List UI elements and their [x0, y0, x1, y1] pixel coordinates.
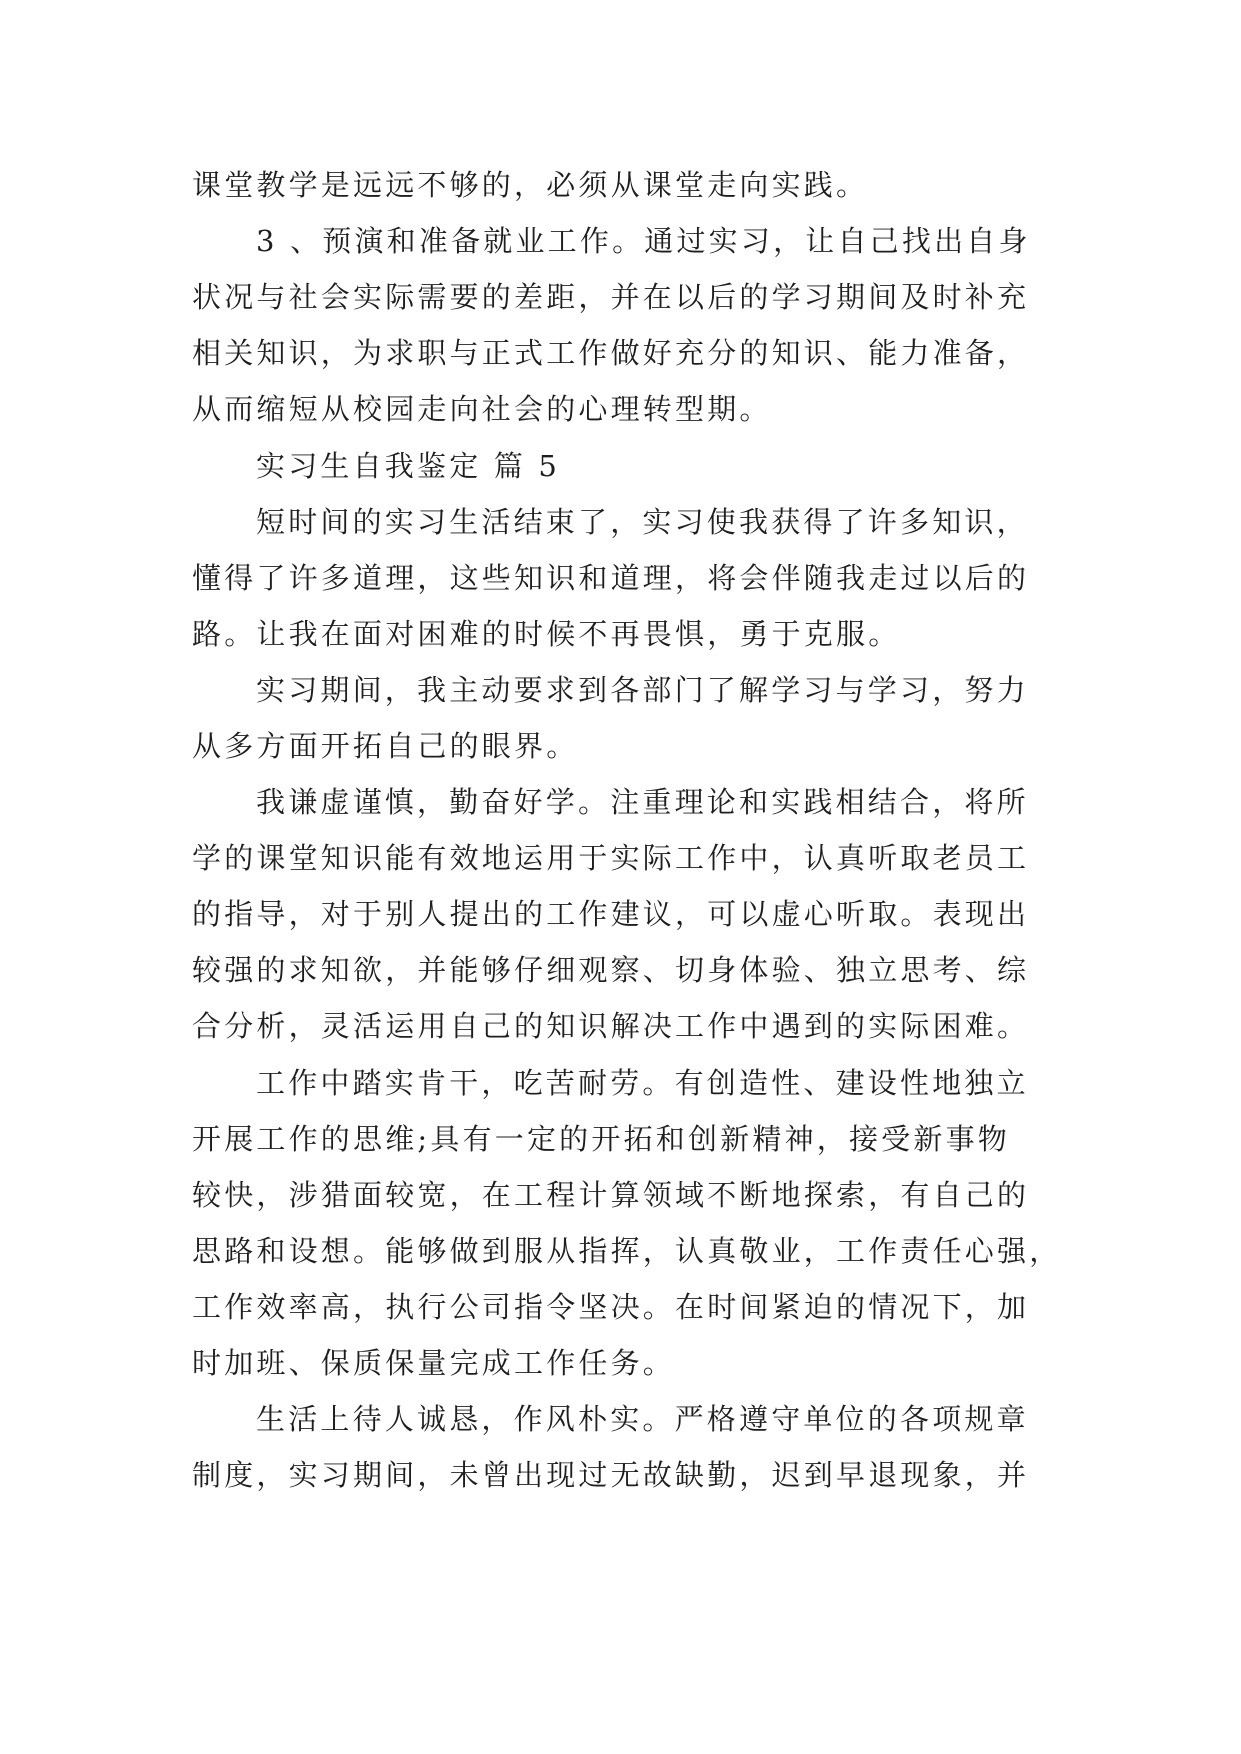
text-line: 开展工作的思维;具有一定的开拓和创新精神，接受新事物 [192, 1122, 1010, 1156]
text-line: 短时间的实习生活结束了，实习使我获得了许多知识， [256, 505, 1029, 539]
text-line: 较快，涉猎面较宽，在工程计算领域不断地探索，有自己的 [192, 1178, 1030, 1212]
text-line: 制度，实习期间，未曾出现过无故缺勤，迟到早退现象，并 [192, 1458, 1030, 1492]
text-line: 的指导，对于别人提出的工作建议，可以虚心听取。表现出 [192, 897, 1030, 931]
text-line: 较强的求知欲，并能够仔细观察、切身体验、独立思考、综 [192, 953, 1030, 987]
section-heading: 实习生自我鉴定 篇 5 [256, 449, 561, 483]
text-line: 3 、预演和准备就业工作。通过实习，让自己找出自身 [256, 224, 1031, 258]
text-line: 懂得了许多道理，这些知识和道理，将会伴随我走过以后的 [192, 561, 1030, 595]
text-line: 状况与社会实际需要的差距，并在以后的学习期间及时补充 [192, 280, 1030, 314]
text-line: 生活上待人诚恳，作风朴实。严格遵守单位的各项规章 [256, 1402, 1029, 1436]
text-line: 我谦虚谨慎，勤奋好学。注重理论和实践相结合，将所 [256, 785, 1029, 819]
text-line: 路。让我在面对困难的时候不再畏惧，勇于克服。 [192, 617, 901, 651]
text-line: 时加班、保质保量完成工作任务。 [192, 1346, 676, 1380]
text-line: 思路和设想。能够做到服从指挥，认真敬业，工作责任心强， [192, 1234, 1062, 1268]
text-line: 工作效率高，执行公司指令坚决。在时间紧迫的情况下，加 [192, 1290, 1030, 1324]
text-line: 从多方面开拓自己的眼界。 [192, 729, 579, 763]
text-line: 相关知识，为求职与正式工作做好充分的知识、能力准备， [192, 336, 1030, 370]
text-line: 工作中踏实肯干，吃苦耐劳。有创造性、建设性地独立 [256, 1066, 1029, 1100]
text-line: 学的课堂知识能有效地运用于实际工作中，认真听取老员工 [192, 841, 1030, 875]
text-line: 从而缩短从校园走向社会的心理转型期。 [192, 392, 772, 426]
text-line: 课堂教学是远远不够的，必须从课堂走向实践。 [192, 168, 869, 202]
text-line: 实习期间，我主动要求到各部门了解学习与学习，努力 [256, 673, 1029, 707]
text-line: 合分析，灵活运用自己的知识解决工作中遇到的实际困难。 [192, 1009, 1030, 1043]
